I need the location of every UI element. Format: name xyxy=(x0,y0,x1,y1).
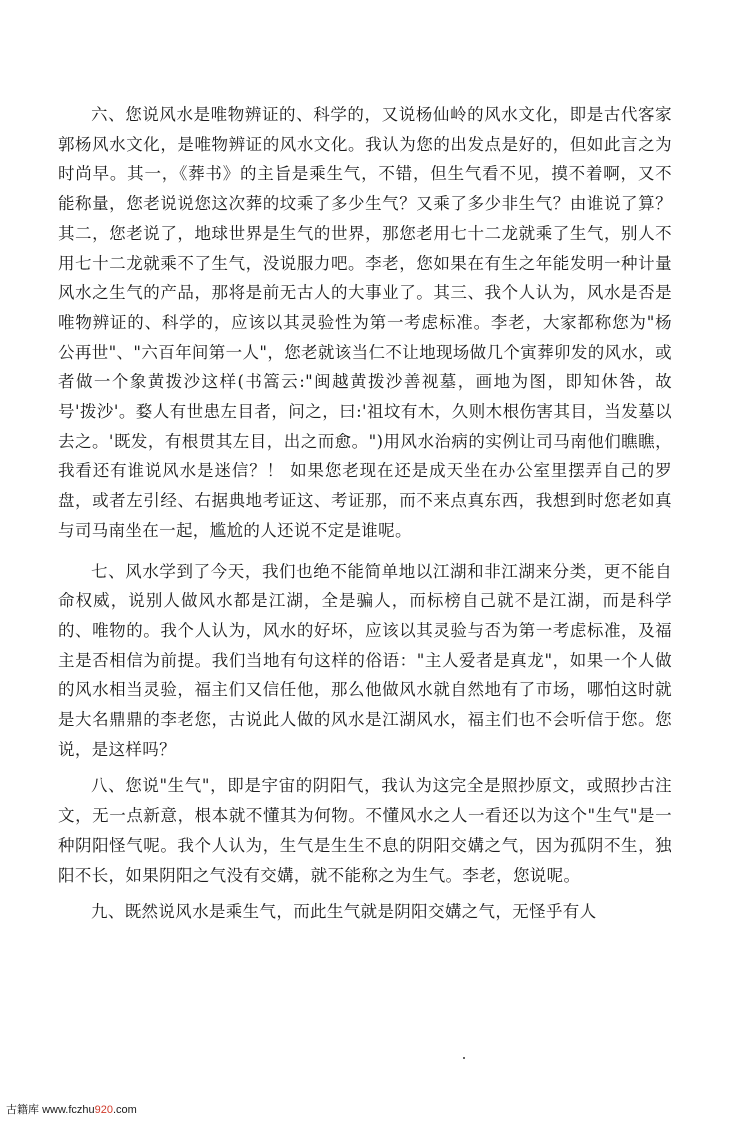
paragraph-nine: 九、既然说风水是乘生气，而此生气就是阴阳交媾之气，无怪乎有人 xyxy=(91,902,597,922)
paragraph-six: 六、您说风水是唯物辨证的、科学的，又说杨仙岭的风水文化，即是古代客家郭杨风水文化，是唯物辨证的风水文化。我认为您的出发点是好的，但如此言之为时尚早。其一，《葬书》的主旨是乘生气，不错，但生气看不见，摸不着啊，又不能称量，您老说说您这次葬的坟乘了多少生气？又乘了多少非生气？由谁说了算？ 其二，您老说了，地球世界是生气的世界，那您老用七十二龙就乘了生气，别人不用七十二龙就乘不了生气，没说服力吧。李老，您如果在有生之年能发明一种计量风水之生气的产品，那将是前无古人的大事业了。其三、我个人认为，风水是否是唯物辨证的、科学的，应该以其灵验性为第一考虑标准。李老，大家都称您为"杨公再世"、"六百年间第一人"，您老就该当仁不让地现场做几个寅葬卯发的风水，或者做一个象黄拨沙这样(书篙云:"闽越黄拨沙善视墓，画地为图，即知休咎，故号'拨沙'。婺人有世患左目者，问之，曰:'祖坟有木，久则木根伤害其目，当发墓以去之。'既发，有根贯其左目，出之而愈。")用风水治病的实例让司马南他们瞧瞧，我看还有谁说风水是迷信？！ 如果您老现在还是成天坐在办公室里摆弄自己的罗盘，或者左引经、右据典地考证这、考证那，而不来点真东西，我想到时您老如真与司马南坐在一起，尴尬的人还说不定是谁呢。 xyxy=(58,105,672,540)
paragraph-eight: 八、您说"生气"，即是宇宙的阴阳气，我认为这完全是照抄原文，或照抄古注文，无一点新意，根本就不懂其为何物。不懂风水之人一看还以为这个"生气"是一种阴阳怪气呢。我个人认为，生气是生生不息的阴阳交媾之气，因为孤阴不生，独阳不长，如果阴阳之气没有交媾，就不能称之为生气。李老，您说呢。 xyxy=(58,776,672,885)
source-watermark xyxy=(6,1101,137,1117)
paragraph-seven: 七、风水学到了今天，我们也绝不能简单地以江湖和非江湖来分类，更不能自命权威，说别人做风水都是江湖，全是骗人，而标榜自己就不是江湖，而是科学的、唯物的。我个人认为，风水的好坏，应该以其灵验与否为第一考虑标准，及福主是否相信为前提。我们当地有句这样的俗语："主人爱者是真龙"，如果一个人做的风水相当灵验，福主们又信任他，那么他做风水就自然地有了市场，哪怕这时就是大名鼎鼎的李老您，古说此人做的风水是江湖风水，福主们也不会听信于您。您说，是这样吗？ xyxy=(58,561,672,759)
document-body xyxy=(58,100,672,934)
watermark-url-suffix: .com xyxy=(113,1104,137,1116)
watermark-label: 古籍库 xyxy=(6,1104,39,1116)
watermark-url[interactable] xyxy=(42,1104,137,1116)
watermark-url-highlight: 920 xyxy=(94,1104,113,1116)
watermark-url-prefix: www.fczhu xyxy=(42,1104,95,1116)
scan-speck xyxy=(463,1057,465,1059)
